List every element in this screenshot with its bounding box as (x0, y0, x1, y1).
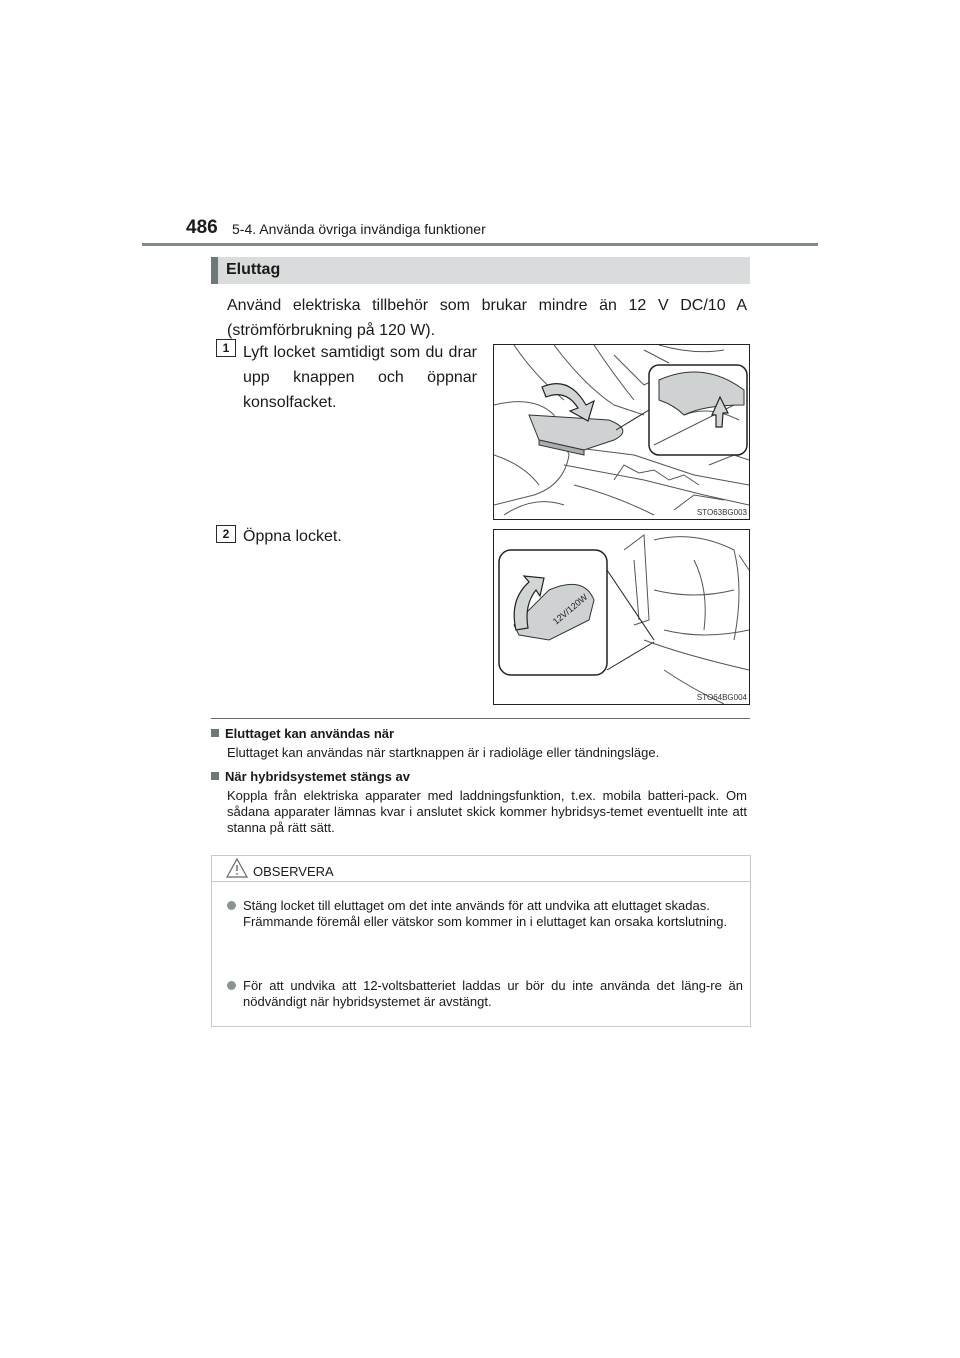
section-divider (211, 718, 750, 719)
section-header: 5-4. Använda övriga invändiga funktioner (232, 221, 486, 237)
step-marker-2: 2 (216, 525, 236, 543)
note-body-2: Koppla från elektriska apparater med laddningsfunktion, t.ex. mobila batteri-pack. Om sådana apparater lämnas kvar i anslutet skick kommer hybridsys-temet eventuellt inte att stanna på rätt sätt. (227, 788, 747, 835)
curved-arrow-icon (542, 384, 594, 421)
intro-text: Använd elektriska tillbehör som brukar mindre än 12 V DC/10 A (strömförbrukning på 120 W). (227, 297, 747, 339)
figure-label-1: STO63BG003 (696, 508, 747, 517)
caution-label: OBSERVERA (253, 864, 334, 879)
note-body-1: Eluttaget kan användas när startknappen är i radioläge eller tändningsläge. (227, 745, 660, 760)
header-divider (142, 243, 818, 246)
step-text-1: Lyft locket samtidigt som du drar upp knappen och öppnar konsolfacket. (243, 344, 477, 411)
note-heading-2: När hybridsystemet stängs av (211, 769, 410, 784)
page-title: Eluttag (226, 261, 281, 278)
page-number: 486 (186, 217, 218, 238)
bullet-icon (227, 981, 236, 990)
warning-triangle-icon (226, 858, 248, 878)
console-illustration (494, 345, 749, 519)
figure-console-lid (493, 344, 750, 520)
outlet-illustration (494, 530, 749, 704)
caution-header-divider (211, 881, 750, 882)
figure-label-2: STO64BG004 (696, 693, 747, 702)
lid-label: 12V/120W (550, 591, 590, 627)
step-marker-1: 1 (216, 339, 236, 357)
step-text-2: Öppna locket. (243, 528, 342, 545)
title-accent (211, 257, 218, 284)
title-bar (211, 257, 750, 284)
figure-outlet-lid (493, 529, 750, 705)
square-bullet-icon (211, 729, 219, 737)
caution-item-1: Stäng locket till eluttaget om det inte används för att undvika att eluttaget skadas. Främmande föremål eller vätskor som kommer in i eluttaget kan orsaka kortslutning. (243, 898, 743, 930)
square-bullet-icon (211, 772, 219, 780)
note-heading-1: Eluttaget kan användas när (211, 726, 394, 741)
bullet-icon (227, 901, 236, 910)
caution-item-2: För att undvika att 12-voltsbatteriet laddas ur bör du inte använda det läng-re än nödvändigt när hybridsystemet är avstängt. (243, 978, 743, 1010)
